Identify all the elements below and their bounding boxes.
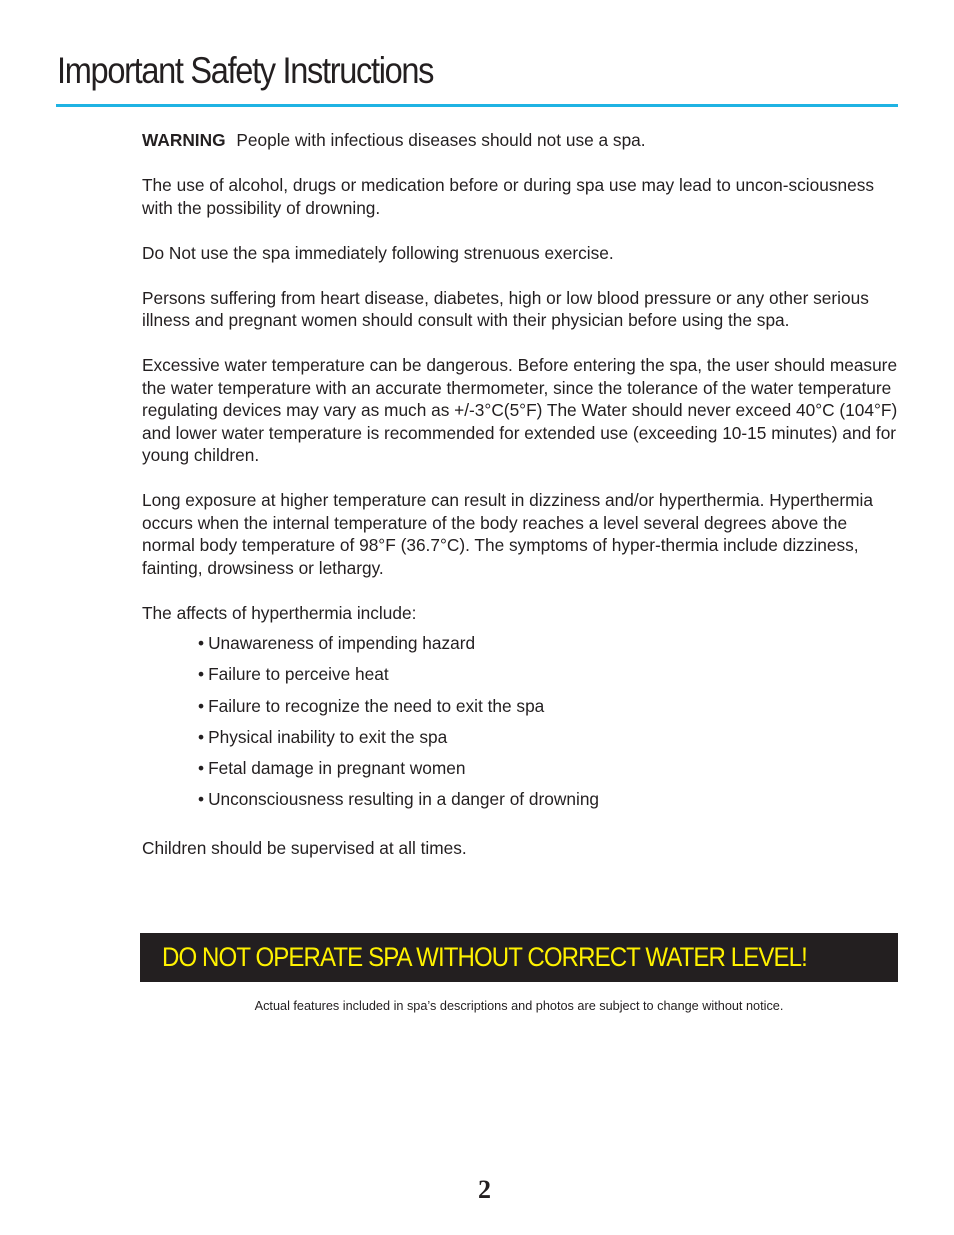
water-level-warning-text: DO NOT OPERATE SPA WITHOUT CORRECT WATER LEVEL! — [162, 942, 807, 972]
safety-instructions-body — [142, 129, 902, 882]
title-divider — [56, 104, 898, 107]
warning-label: WARNING — [142, 130, 226, 150]
alcohol-paragraph: The use of alcohol, drugs or medication before or during spa use may lead to uncon-sciousness with the possibility of drowning. — [142, 175, 874, 218]
bullet-glyph: • — [198, 726, 205, 747]
health-paragraph: Persons suffering from heart disease, diabetes, high or low blood pressure or any other serious illness and pregnant women should consult with their physician before using the spa. — [142, 287, 869, 330]
hyperthermia-paragraph: Long exposure at higher temperature can result in dizziness and/or hyperthermia. Hyperthermia occurs when the internal temperature of the body reaches a level several degrees above the normal body temperature of 98°F (36.7°C). The symptoms of hyper-thermia include dizziness, fainting, drowsiness or lethargy. — [142, 490, 873, 578]
list-item — [198, 632, 902, 663]
bullet-glyph: • — [198, 633, 205, 653]
list-item — [198, 788, 902, 819]
bullet-glyph: • — [198, 695, 205, 716]
bullet-glyph: • — [198, 664, 205, 685]
list-item-text: Unconsciousness resulting in a danger of drowning — [208, 789, 600, 810]
list-item — [198, 663, 902, 694]
list-item — [198, 726, 902, 757]
bullet-glyph: • — [198, 758, 205, 779]
hyperthermia-list-intro: The affects of hyperthermia include: — [142, 602, 417, 623]
warning-paragraph — [142, 129, 902, 152]
supervision-paragraph: Children should be supervised at all times. — [142, 837, 467, 858]
disclaimer-note: Actual features included in spa’s descriptions and photos are subject to change without notice. — [254, 999, 784, 1013]
list-item-text: Failure to perceive heat — [208, 664, 389, 685]
hyperthermia-effects-list — [142, 632, 902, 820]
water-level-warning-banner — [140, 933, 898, 982]
exercise-paragraph: Do Not use the spa immediately following strenuous exercise. — [142, 242, 614, 263]
list-item-text: Physical inability to exit the spa — [208, 726, 448, 747]
warning-text: People with infectious diseases should not use a spa. — [236, 130, 646, 150]
page-title: Important Safety Instructions — [57, 50, 434, 91]
temperature-paragraph: Excessive water temperature can be dangerous. Before entering the spa, the user should measure the water temperature with an accurate thermometer, since the tolerance of the water temperature regulating devices may vary as much as +/-3°C(5°F) The Water should never exceed 40°C (104°F) and lower water temperature is recommended for extended use (exceeding 10-15 minutes) and for young children. — [142, 355, 898, 465]
page-number: 2 — [478, 1175, 491, 1204]
list-item-text: Unawareness of impending hazard — [208, 633, 476, 653]
list-item — [198, 695, 902, 726]
list-item-text: Failure to recognize the need to exit the spa — [208, 695, 545, 716]
bullet-glyph: • — [198, 789, 205, 810]
list-item-text: Fetal damage in pregnant women — [208, 758, 466, 779]
list-item — [198, 757, 902, 788]
